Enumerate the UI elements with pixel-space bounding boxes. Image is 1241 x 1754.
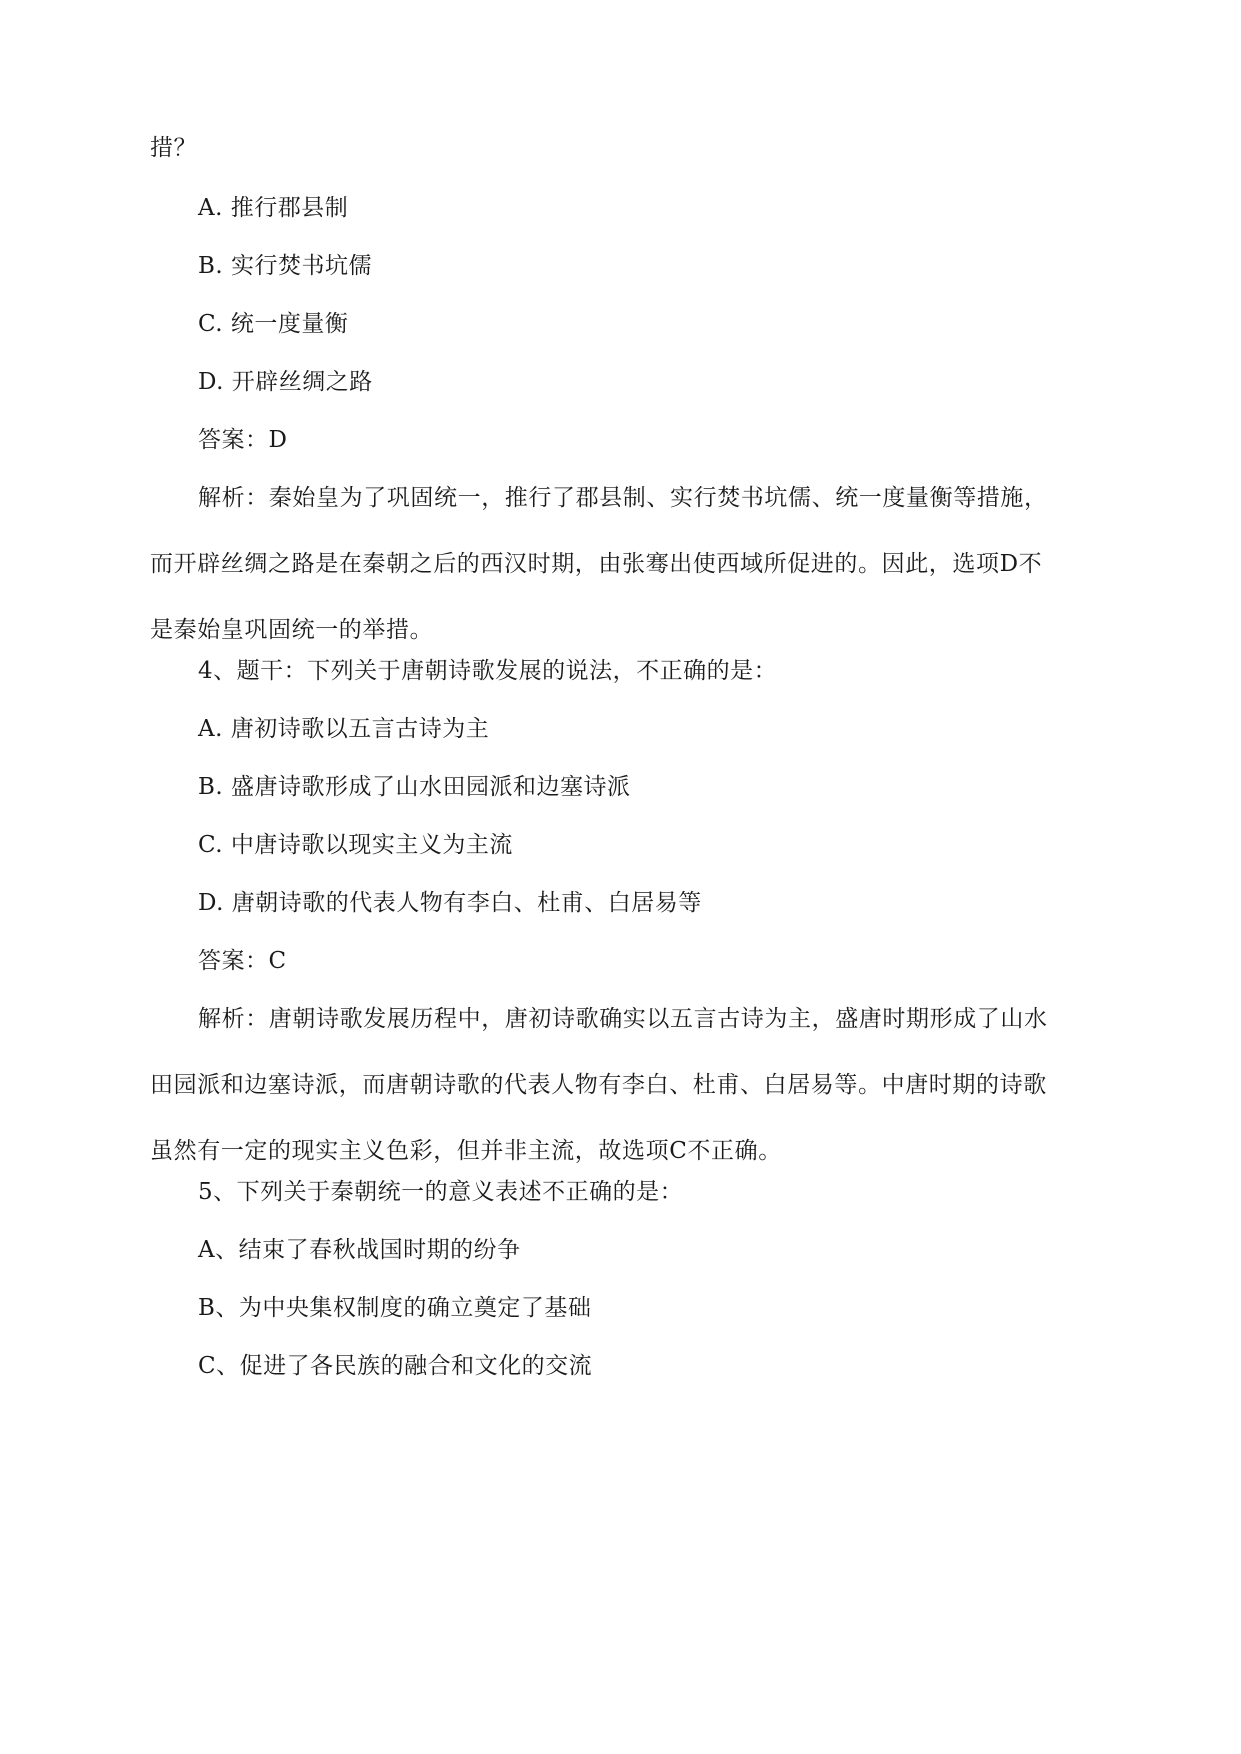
q3-explanation-line: 而开辟丝绸之路是在秦朝之后的西汉时期，由张骞出使西域所促进的。因此，选项D不	[150, 551, 1043, 577]
q3-explanation	[150, 483, 1112, 645]
q3-option-d: D. 开辟丝绸之路	[198, 369, 373, 395]
q4-option-c: C. 中唐诗歌以现实主义为主流	[198, 832, 513, 858]
q4-option-b: B. 盛唐诗歌形成了山水田园派和边塞诗派	[198, 774, 631, 800]
q4-option-d: D. 唐朝诗歌的代表人物有李白、杜甫、白居易等	[198, 890, 702, 916]
q4-explanation-line: 田园派和边塞诗派，而唐朝诗歌的代表人物有李白、杜甫、白居易等。中唐时期的诗歌	[150, 1072, 1047, 1098]
q3-explanation-line: 解析：秦始皇为了巩固统一，推行了郡县制、实行焚书坑儒、统一度量衡等措施，	[198, 485, 1048, 511]
q4-answer: 答案：C	[198, 948, 287, 974]
q3-option-c: C. 统一度量衡	[198, 311, 349, 337]
q3-option-a: A. 推行郡县制	[198, 195, 349, 221]
q5-stem: 5、下列关于秦朝统一的意义表述不正确的是：	[198, 1179, 684, 1205]
q3-option-b: B. 实行焚书坑儒	[198, 253, 373, 279]
q4-explanation-line: 解析：唐朝诗歌发展历程中，唐初诗歌确实以五言古诗为主，盛唐时期形成了山水	[198, 1006, 1048, 1032]
q4-explanation	[150, 1004, 1112, 1166]
q3-explanation-line: 是秦始皇巩固统一的举措。	[150, 617, 434, 643]
q4-stem: 4、题干：下列关于唐朝诗歌发展的说法，不正确的是：	[198, 658, 778, 684]
q4-option-a: A. 唐初诗歌以五言古诗为主	[198, 716, 490, 742]
q5-option-c: C、促进了各民族的融合和文化的交流	[198, 1353, 593, 1379]
q5-option-a: A、结束了春秋战国时期的纷争	[198, 1237, 521, 1263]
q3-answer: 答案：D	[198, 427, 288, 453]
q5-option-b: B、为中央集权制度的确立奠定了基础	[198, 1295, 592, 1321]
q4-explanation-line: 虽然有一定的现实主义色彩，但并非主流，故选项C不正确。	[150, 1138, 782, 1164]
q3-stem-tail: 措？	[150, 135, 197, 161]
